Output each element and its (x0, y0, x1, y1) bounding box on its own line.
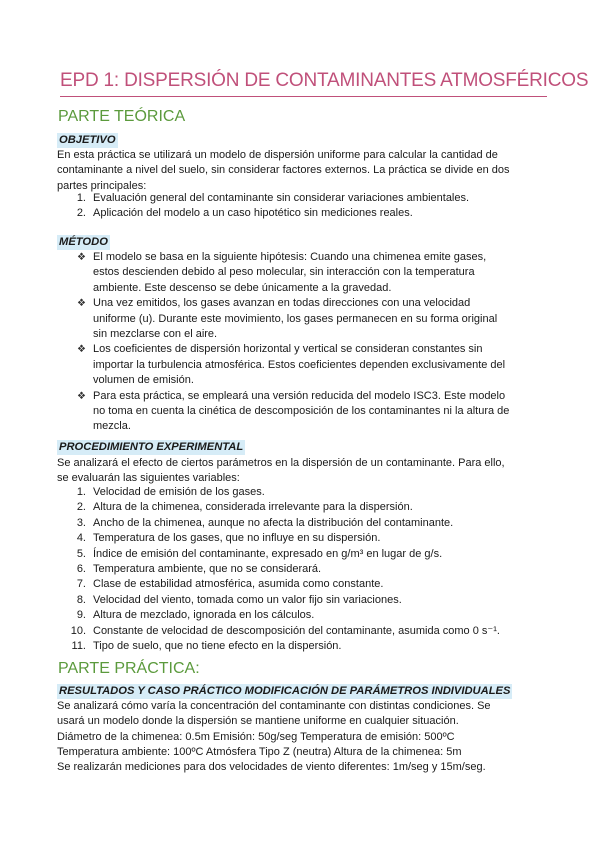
resultados-paragraph-2: Diámetro de la chimenea: 0.5m Emisión: 50g/seg Temperatura de emisión: 500ºC Temperatura ambiente: 100ºC Atmósfera Tipo Z (neutra) Altura de la chimenea: 5m (57, 731, 462, 759)
section-parte-teorica: PARTE TEÓRICA (58, 108, 186, 125)
procedimiento-paragraph: Se analizará el efecto de ciertos parámetros en la dispersión de un contaminante. Para ello, se evaluarán las siguientes variables: (57, 457, 505, 485)
diamond-bullet-icon: ❖ (77, 252, 86, 263)
list-item: 8. Velocidad del viento, tomada como un valor fijo sin variaciones. (76, 593, 402, 606)
diamond-bullet-icon: ❖ (77, 344, 86, 356)
objetivo-list (57, 191, 512, 222)
heading-resultados: RESULTADOS Y CASO PRÁCTICO MODIFICACIÓN DE PARÁMETROS INDIVIDUALES (59, 685, 511, 697)
list-item: 2. Aplicación del modelo a un caso hipotético sin mediciones reales. (76, 207, 413, 220)
document-title: EPD 1: DISPERSIÓN DE CONTAMINANTES ATMOSFÉRICOS (60, 70, 589, 91)
list-item: 7. Clase de estabilidad atmosférica, asumida como constante. (76, 578, 384, 591)
list-item: ❖ El modelo se basa en la siguiente hipótesis: Cuando una chimenea emite gases, estos descienden debido al peso molecular, sin interacción con la temperatura ambiente. Este descenso se debe únicamente a la gravedad. (77, 251, 487, 294)
list-item: 3. Ancho de la chimenea, aunque no afecta la distribución del contaminante. (76, 516, 454, 529)
resultados-paragraph-1: Se analizará cómo varía la concentración del contaminante con distintas condiciones. Se usará un modelo donde la dispersión se mantiene uniforme en cualquier situación. (57, 700, 491, 728)
list-item: ❖ Los coeficientes de dispersión horizontal y vertical se consideran constantes sin importar la turbulencia atmosférica. Estos coeficientes dependen exclusivamente del volumen de emisión. (77, 343, 506, 387)
list-item: 6. Temperatura ambiente, que no se considerará. (76, 563, 322, 576)
list-item: 2. Altura de la chimenea, considerada irrelevante para la dispersión. (76, 501, 413, 514)
list-item: ❖ Para esta práctica, se empleará una versión reducida del modelo ISC3. Este modelo no toma en cuenta la cinética de descomposición de los contaminantes ni la altura de mezcla. (77, 389, 510, 433)
list-item: ❖ Una vez emitidos, los gases avanzan en todas direcciones con una velocidad uniforme (u). Durante este movimiento, los gases permanecen en su forma original sin mezclarse con el aire. (77, 297, 498, 341)
list-item: 11. Tipo de suelo, que no tiene efecto en la dispersión. (71, 640, 342, 653)
list-item: 10. Constante de velocidad de descomposición del contaminante, asumida como 0 s⁻¹. (70, 624, 500, 637)
list-item: 1. Evaluación general del contaminante sin considerar variaciones ambientales. (76, 192, 470, 204)
objetivo-paragraph: En esta práctica se utilizará un modelo de dispersión uniforme para calcular la cantidad de contaminante a nivel del suelo, sin considerar factores externos. La práctica se divide en dos partes principales: (57, 149, 510, 192)
section-parte-practica: PARTE PRÁCTICA: (58, 660, 200, 677)
heading-objetivo: OBJETIVO (59, 134, 116, 146)
list-item: 1. Velocidad de emisión de los gases. (76, 486, 265, 498)
heading-metodo: MÉTODO (59, 236, 108, 248)
resultados-paragraph-3: Se realizarán mediciones para dos velocidades de viento diferentes: 1m/seg y 15m/seg. (57, 761, 486, 773)
list-item: 4. Temperatura de los gases, que no influye en su dispersión. (76, 532, 381, 545)
list-item: 9. Altura de mezclado, ignorada en los cálculos. (76, 609, 315, 622)
diamond-bullet-icon: ❖ (77, 298, 86, 310)
list-item: 5. Índice de emisión del contaminante, expresado en g/m³ en lugar de g/s. (76, 547, 443, 560)
metodo-list (57, 250, 512, 435)
diamond-bullet-icon: ❖ (77, 390, 86, 402)
title-underline (60, 96, 547, 97)
procedimiento-list (57, 485, 512, 654)
heading-procedimiento: PROCEDIMIENTO EXPERIMENTAL (59, 441, 244, 453)
